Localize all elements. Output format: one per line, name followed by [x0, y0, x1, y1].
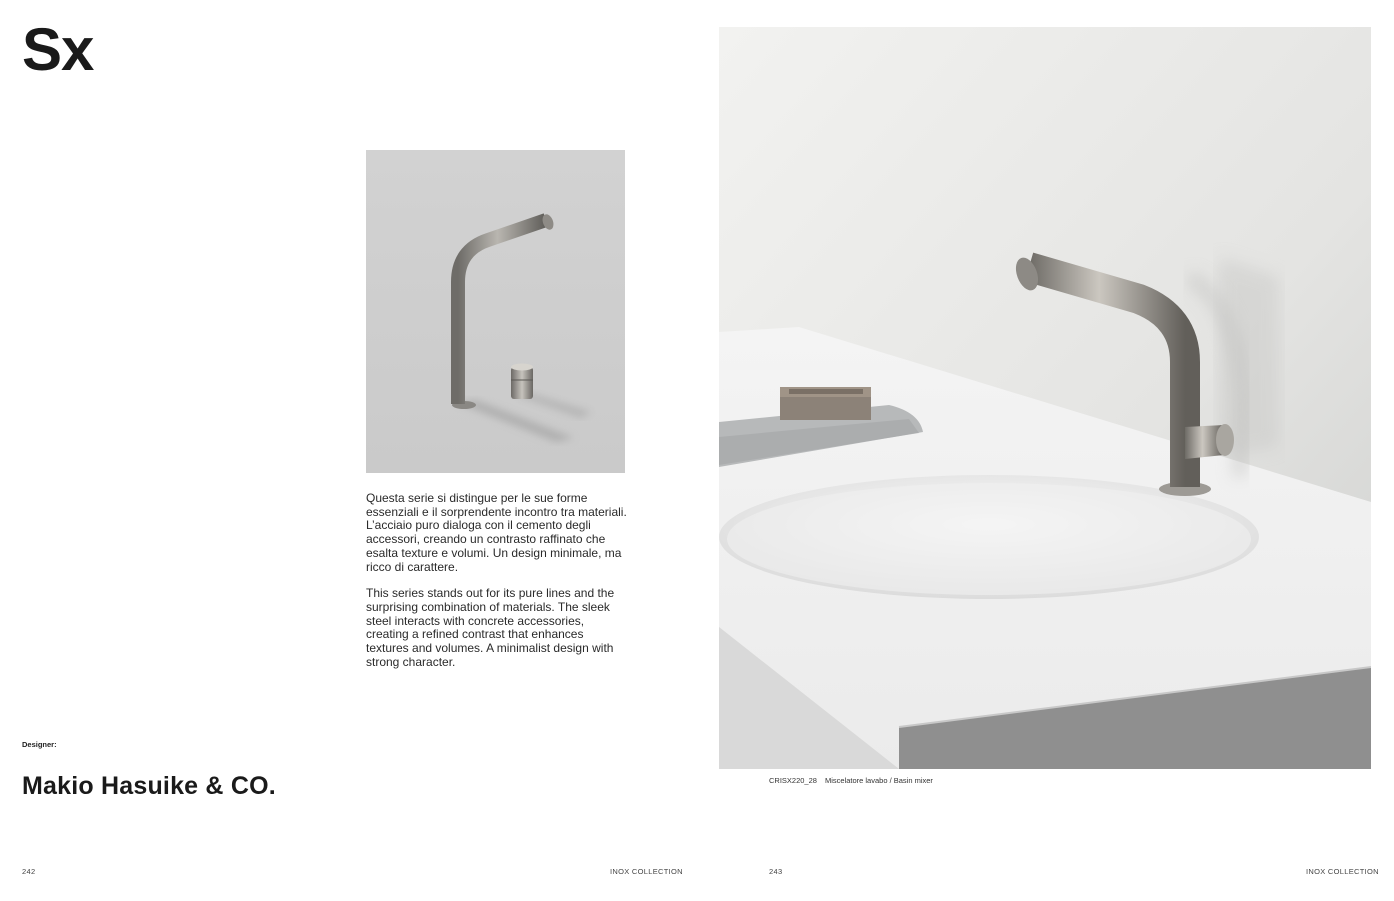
series-title: Sx [22, 16, 94, 83]
page-number-left: 242 [22, 867, 36, 876]
designer-label: Designer: [22, 740, 57, 749]
designer-name: Makio Hasuike & CO. [22, 772, 276, 800]
caption-text: Miscelatore lavabo / Basin mixer [824, 776, 933, 785]
page-number-right: 243 [769, 867, 783, 876]
washbasin-scene-image [719, 27, 1371, 769]
image-caption [769, 776, 933, 785]
scene-photo [719, 27, 1371, 769]
description-english: This series stands out for its pure lines and the surprising combination of materials. The sleek steel interacts with concrete accessories, creating a refined contrast that enhances textures and volumes. A minimalist design with strong character. [366, 586, 615, 669]
product-photo [366, 150, 625, 473]
footer-label-left: INOX COLLECTION [610, 867, 683, 876]
caption-code: CRISX220_28 [769, 776, 817, 785]
footer-label-right: INOX COLLECTION [1306, 867, 1379, 876]
description-text [366, 492, 628, 682]
description-italian: Questa serie si distingue per le sue forme essenziali e il sorprendente incontro tra materiali. L’acciaio puro dialoga con il cemento degli accessori, creando un contrasto raffinato che esalta texture e volumi. Un design minimale, ma ricco di carattere. [366, 491, 627, 574]
faucet-product-image [366, 150, 625, 473]
